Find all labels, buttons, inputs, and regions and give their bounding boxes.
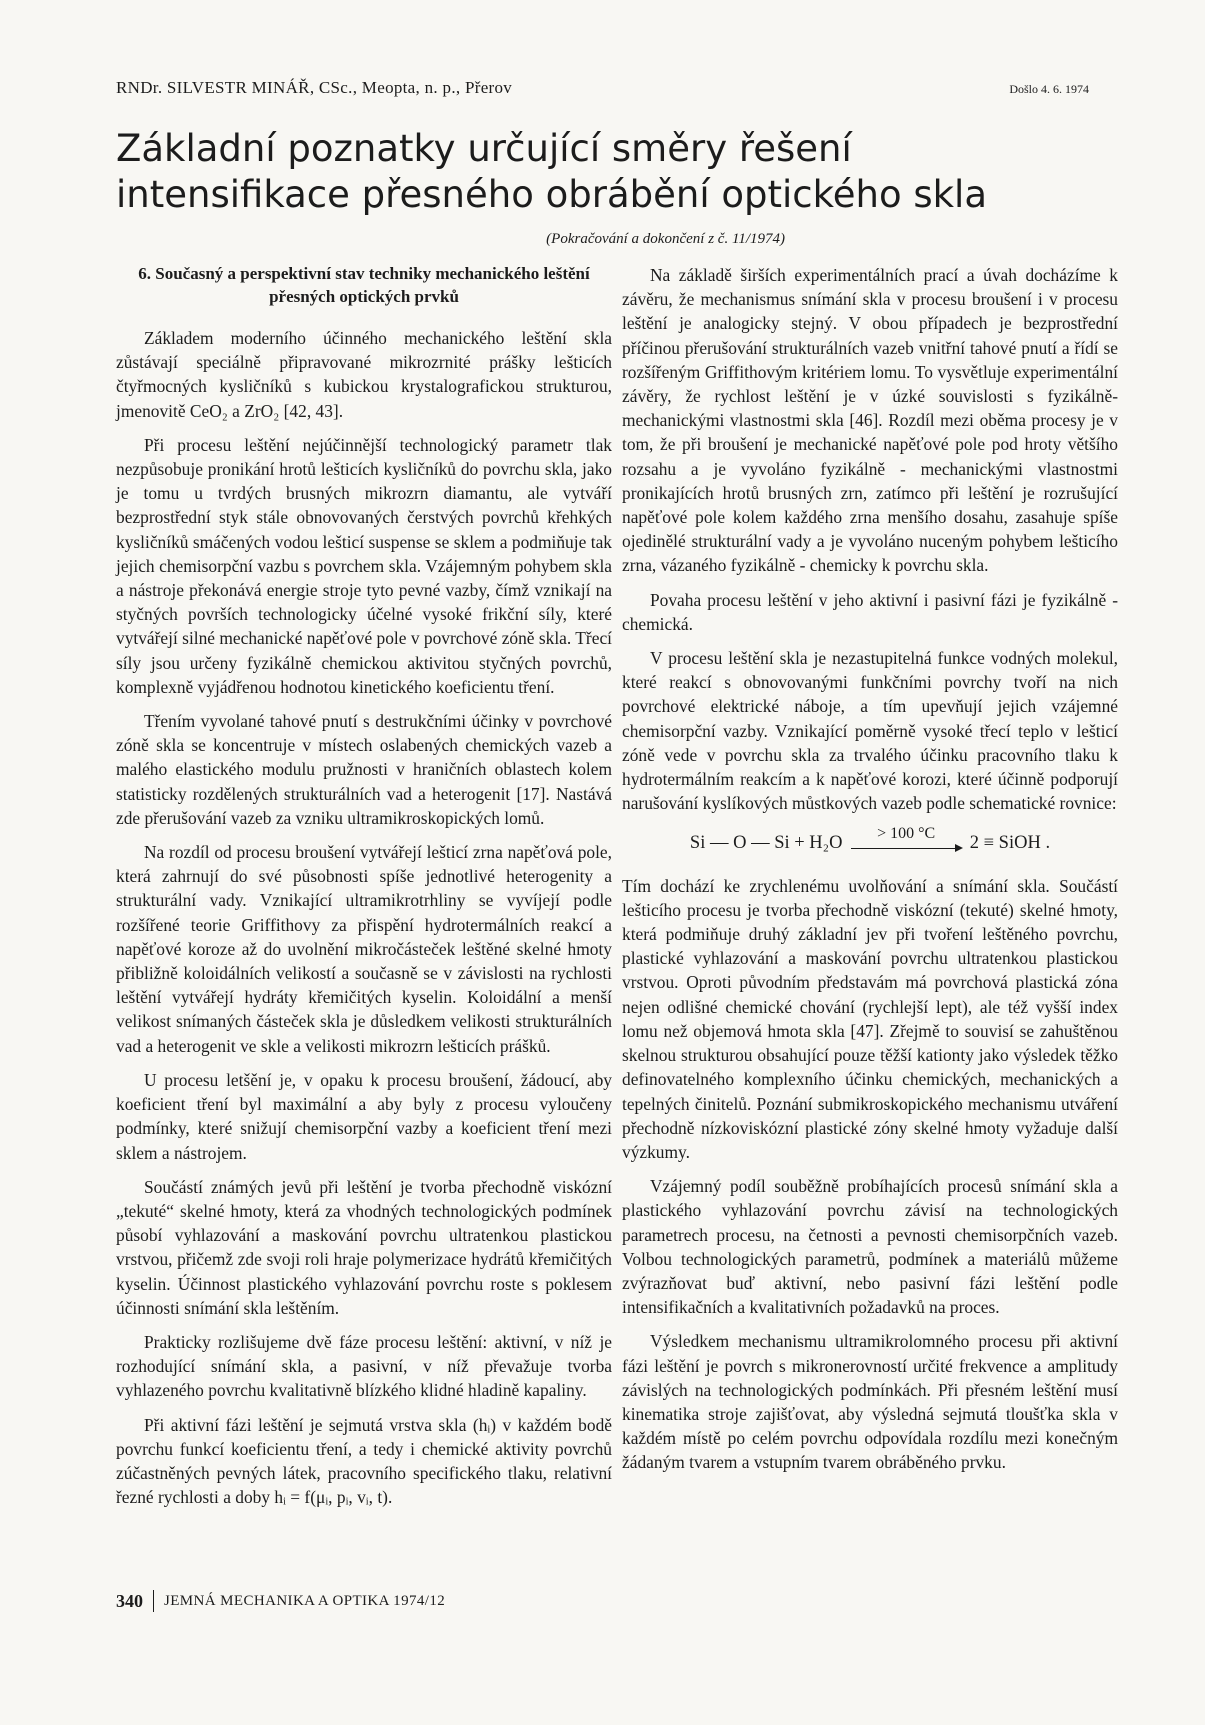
paragraph: Základem moderního účinného mechanického leštění skla zůstávají speciálně připravované mikrozrnité prášky lešticích čtyřmocných kysličníků s kubickou krystalografickou strukturou, jmenovitě CeO₂ a ZrO₂ [42, 43]. — [116, 328, 612, 421]
paragraph: Povaha procesu leštění v jeho aktivní i pasivní fázi je fyzikálně - chemická. — [622, 589, 1118, 634]
paragraph: Na rozdíl od procesu broušení vytvářejí lešticí zrna napěťová pole, která zahrnují do své působnosti spíše jednotlivé heterogenity a strukturální vady. Vznikající ultramikrotrhliny se vyvíjejí podle rozšířené teorie Griffithovy za přispění hydrotermálních reakcí a napěťové koroze až do uvolnění mikročásteček leštěné skelné hmoty přibližně koloidálních velikostí a současně se v závislosti na rychlosti leštění vytvářejí hydráty křemičitých kyselin. Koloidální a menší velikost snímaných částeček skla je důsledkem velikosti strukturálních vad a heterogenit ve skle a velikosti mikrozrn lešticích prášků. — [116, 842, 612, 1056]
paragraph: Prakticky rozlišujeme dvě fáze procesu leštění: aktivní, v níž je rozhodující snímání skla, a pasivní, v níž převažuje tvorba vyhlazeného povrchu kvalitativně blízkého klidné hladině kapaliny. — [116, 1331, 612, 1401]
left-column — [116, 262, 612, 1519]
paragraph: Třením vyvolané tahové pnutí s destrukčními účinky v povrchové zóně skla se koncentruje v místech oslabených chemických vazeb a malého elastického modulu pružnosti v hraničních oblastech kolem statisticky rozdělených strukturálních vad a heterogenit [17]. Nastává zde přerušování vazeb za vzniku ultramikroskopických lomů. — [116, 711, 612, 828]
paragraph: Vzájemný podíl souběžně probíhajících procesů snímání skla a plastického vyhlazování povrchu závisí na technologických parametrech procesu, na četnosti a pevnosti chemisorpčních vazeb. Volbou technologických parametrů, podmínek a materiálů můžeme zvýrazňovat buď aktivní, nebo pasivní fázi leštění podle intensifikačních a kvalitativních požadavků na proces. — [622, 1176, 1118, 1318]
reaction-condition: > 100 °C — [877, 824, 936, 842]
section-heading: 6. Současný a perspektivní stav techniky mechanického leštění přesných optických prvků — [138, 264, 590, 306]
article-title: Základní poznatky určující směry řešení intensifikace přesného obrábění optického skla — [116, 127, 987, 216]
paragraph: Při procesu leštění nejúčinnější technologický parametr tlak nezpůsobuje pronikání hrotů lešticích kysličníků do povrchu skla, jako je tomu u tvrdých brusných mikrozrn diamantu, ale vytváří bezprostřední styk stále obnovovaných čerstvých povrchů křehkých kysličníků smáčených vodou lešticí suspense se sklem a podmiňuje tak jejich chemisorpční vazbu s povrchem skla. Vzájemným pohybem skla a nástroje překonává energie stroje tyto pevné vazby, čímž vznikají na styčných površích technologicky účelné vysoké frikční síly, které vytvářejí silné mechanické napěťové pole v povrchové zóně skla. Třecí síly jsou určeny fyzikálně chemickou aktivitou styčných povrchů, komplexně vyjádřenou hodnotou kinetického koeficientu tření. — [116, 434, 612, 697]
footer-divider — [153, 1590, 154, 1612]
continuation-note: (Pokračování a dokončení z č. 11/1974) — [546, 231, 785, 247]
reaction-arrow-icon — [851, 824, 961, 845]
paragraph: Výsledkem mechanismu ultramikrolomného procesu při aktivní fázi leštění je povrch s mikronerovností určité frekvence a amplitudy závislých na technologických podmínkách. Při přesném leštění musí kinematika stroje zajišťovat, aby výsledná sejmutá tloušťka skla v každém místě po celém povrchu odpovídala rozdílu mezi konečným žádaným tvarem a vstupním tvarem obráběného prvku. — [622, 1331, 1118, 1473]
page-footer — [116, 1590, 445, 1612]
paragraph: Při aktivní fázi leštění je sejmutá vrstva skla (hᵢ) v každém bodě povrchu funkcí koeficientu tření, a tedy i chemické aktivity povrchů zúčastněných pevných látek, pracovního specifického tlaku, relativní řezné rychlosti a doby hᵢ = f(μᵢ, pᵢ, vᵢ, t). — [116, 1414, 612, 1508]
equation-products: 2 ≡ SiOH . — [969, 833, 1051, 854]
chemical-equation — [622, 824, 1118, 855]
page-number: 340 — [116, 1590, 143, 1611]
author-byline: RNDr. SILVESTR MINÁŘ, CSc., Meopta, n. p., Přerov — [116, 78, 513, 97]
paragraph: Na základě širších experimentálních prací a úvah docházíme k závěru, že mechanismus snímání skla v procesu broušení i v procesu leštění je analogicky stejný. V obou případech je bezprostřední příčinou přerušování strukturálních vazeb vnitřní tahové pnutí a řídí se rozšířeným Griffithovým kritériem lomu. To vysvětluje experimentální závěry, že rychlost leštění je v úzké souvislosti s fyzikálně-mechanickými vlastnostmi skla [46]. Rozdíl mezi oběma procesy je v tom, že při broušení je mechanické napěťové pole pod hroty většího rozsahu a je vyvoláno fyzikálně - mechanickými vlastnostmi pronikajících hrotů brusných zrn, zatímco při leštění je rozrušující napěťové pole kolem každého zrna menšího dosahu, zasahuje spíše ojedinělé strukturální vady a je vyvoláno nuceným pohybem lešticího zrna, vázaného fyzikálně - chemicky k povrchu skla. — [622, 265, 1118, 576]
paragraph: Součástí známých jevů při leštění je tvorba přechodně viskózní „tekuté“ skelné hmoty, která za vhodných technologických podmínek působí vyhlazování a maskování povrchu ultratenkou plastickou vrstvou, přičemž zde svoji roli hraje polymerizace hydrátů křemičitých kyselin. Účinnost plastického vyhlazování povrchu roste s poklesem účinnosti snímání skla leštěním. — [116, 1176, 612, 1318]
paragraph: U procesu letšění je, v opaku k procesu broušení, žádoucí, aby koeficient tření byl maximální a aby byly z procesu vyloučeny podmínky, které snižují chemisorpční vazby a koeficient tření mezi sklem a nástrojem. — [116, 1069, 612, 1163]
paragraph: Tím dochází ke zrychlenému uvolňování a snímání skla. Součástí lešticího procesu je tvorba přechodně viskózní (tekuté) skelné hmoty, která podmiňuje druhý základní jev při tvoření leštěného povrchu, plastické vyhlazování a maskování povrchu ultratenkou plastickou vrstvou. Oproti původním představám má povrchová plastická zóna nejen odlišné chemické chování (rychlejší lept), ale též vyšší index lomu než objemová hmota skla [47]. Zřejmě to souvisí se zahuštěnou skelnou strukturou obsahující pouze těžší kationty jako výsledek těžko definovatelného komplexního účinku chemických, mechanických a tepelných činitelů. Poznání submikroskopického mechanismu utváření přechodně nízkoviskózní plastické zóny skelné hmoty vyžaduje další výzkumy. — [622, 875, 1118, 1162]
journal-name: JEMNÁ MECHANIKA A OPTIKA 1974/12 — [164, 1592, 446, 1609]
equation-reactants: Si — O — Si + H₂O — [689, 833, 843, 854]
received-date: Došlo 4. 6. 1974 — [1009, 82, 1089, 96]
right-column — [622, 263, 1118, 1485]
paragraph: V procesu leštění skla je nezastupitelná funkce vodných molekul, které reakcí s obnovovanými funkčními povrchy tvoří na nich povrchové elektrické náboje, a tím upevňují jejich vzájemné chemisorpční vazby. Vznikající poměrně vysoké třecí teplo v lešticí zóně vede v povrchu skla za trvalého účinku pracovního tlaku k hydrotermálním reakcím a k napěťové korozi, které účinně podporují narušování kyslíkových můstkových vazeb podle schematické rovnice: — [622, 648, 1118, 814]
